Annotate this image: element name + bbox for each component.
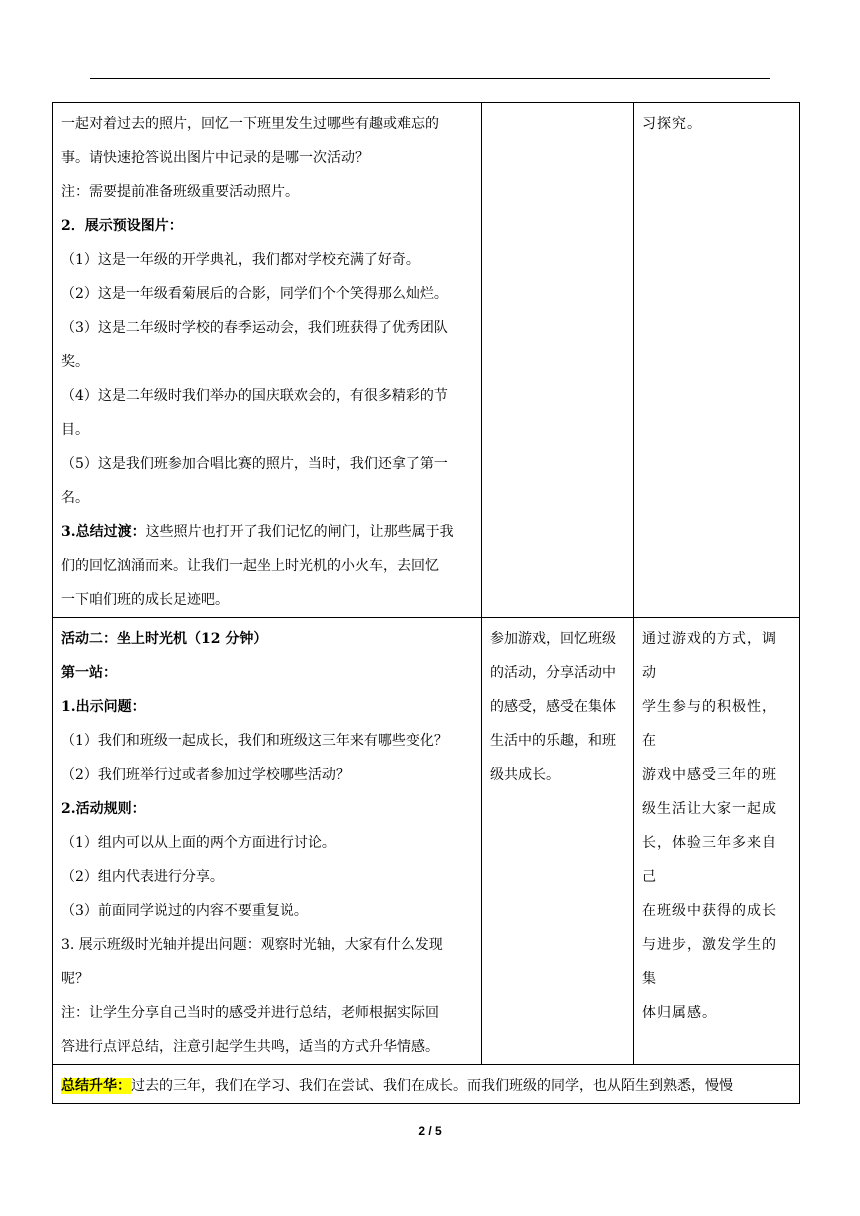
text-line: 级共成长。 (490, 767, 560, 783)
page-number: 2 / 5 (418, 1124, 442, 1138)
text-line: （2）我们班举行过或者参加过学校哪些活动？ (61, 767, 350, 783)
text-line: 游戏中感受三年的班 (642, 767, 777, 783)
text-line: 注：让学生分享自己当时的感受并进行总结，老师根据实际回 (61, 1005, 439, 1021)
summary-transition-line-1: 这些照片也打开了我们记忆的闸门，让那些属于我 (145, 524, 454, 540)
text-line: 在班级中获得的成长 (642, 903, 777, 919)
text-line: 的感受，感受在集体 (490, 699, 616, 715)
text-line: 活动二：坐上时光机（12 分钟） (61, 631, 268, 647)
student-activity-text (490, 622, 625, 792)
text-line: 与进步，激发学生的集 (642, 937, 777, 987)
summary-transition-line-2: 们的回忆汹涌而来。让我们一起坐上时光机的小火车，去回忆 (61, 558, 439, 574)
text-line: （2）组内代表进行分享。 (61, 869, 224, 885)
text-line: 注：需要提前准备班级重要活动照片。 (61, 184, 299, 200)
text-line: （1）组内可以从上面的两个方面进行讨论。 (61, 835, 336, 851)
text-line: 2．展示预设图片： (61, 218, 183, 234)
text-line: （3）前面同学说过的内容不要重复说。 (61, 903, 308, 919)
summary-transition-label: 3.总结过渡： (61, 524, 146, 540)
design-intent-text (642, 622, 791, 1030)
text-line: 名。 (61, 490, 89, 506)
teacher-activity-text (61, 622, 473, 1064)
student-activity-cell (482, 618, 634, 1065)
text-line: 长，体验三年多来自己 (642, 835, 777, 885)
text-line: 学生参与的积极性，在 (642, 699, 777, 749)
text-line: 通过游戏的方式，调动 (642, 631, 777, 681)
text-line: 答进行点评总结，注意引起学生共鸣，适当的方式升华情感。 (61, 1039, 439, 1055)
text-line: 奖。 (61, 354, 89, 370)
table-row (53, 1065, 800, 1104)
summary-label: 总结升华： (61, 1078, 131, 1094)
table-row (53, 618, 800, 1065)
teacher-activity-cell (53, 618, 482, 1065)
text-line: 目。 (61, 422, 89, 438)
text-line: （4）这是二年级时我们举办的国庆联欢会的，有很多精彩的节 (61, 388, 448, 404)
text-line: 的活动，分享活动中 (490, 665, 616, 681)
lesson-plan-table (52, 102, 800, 1104)
teacher-activity-cell (53, 103, 482, 618)
text-line: 事。请快速抢答说出图片中记录的是哪一次活动？ (61, 150, 369, 166)
text-line: 2.活动规则： (61, 801, 146, 817)
text-line: 级生活让大家一起成 (642, 801, 777, 817)
text-line: 参加游戏，回忆班级 (490, 631, 616, 647)
summary-cell (53, 1065, 800, 1104)
design-intent-cell (634, 103, 800, 618)
text-line: （1）这是一年级的开学典礼，我们都对学校充满了好奇。 (61, 252, 420, 268)
student-activity-cell (482, 103, 634, 618)
text-line: （5）这是我们班参加合唱比赛的照片，当时，我们还拿了第一 (61, 456, 448, 472)
text-line: （2）这是一年级看菊展后的合影，同学们个个笑得那么灿烂。 (61, 286, 448, 302)
text-line: 一起对着过去的照片，回忆一下班里发生过哪些有趣或难忘的 (61, 116, 439, 132)
teacher-activity-text (61, 107, 473, 515)
text-line: 3. 展示班级时光轴并提出问题：观察时光轴，大家有什么发现 (61, 937, 443, 953)
text-line: （1）我们和班级一起成长，我们和班级这三年来有哪些变化？ (61, 733, 448, 749)
design-intent-cell (634, 618, 800, 1065)
text-line: 1.出示问题： (61, 699, 146, 715)
summary-transition (61, 515, 473, 549)
summary-text: 过去的三年，我们在学习、我们在尝试、我们在成长。而我们班级的同学，也从陌生到熟悉，慢慢 (131, 1078, 733, 1094)
design-intent-text (642, 107, 791, 141)
text-line: 体归属感。 (642, 1005, 717, 1021)
text-line: 生活中的乐趣，和班 (490, 733, 616, 749)
table-row (53, 103, 800, 618)
text-line: （3）这是二年级时学校的春季运动会，我们班获得了优秀团队 (61, 320, 448, 336)
text-line: 第一站： (61, 665, 117, 681)
header-rule (90, 78, 770, 79)
summary-transition-line-3: 一下咱们班的成长足迹吧。 (61, 592, 229, 608)
text-line: 习探究。 (642, 116, 702, 132)
text-line: 呢？ (61, 971, 89, 987)
